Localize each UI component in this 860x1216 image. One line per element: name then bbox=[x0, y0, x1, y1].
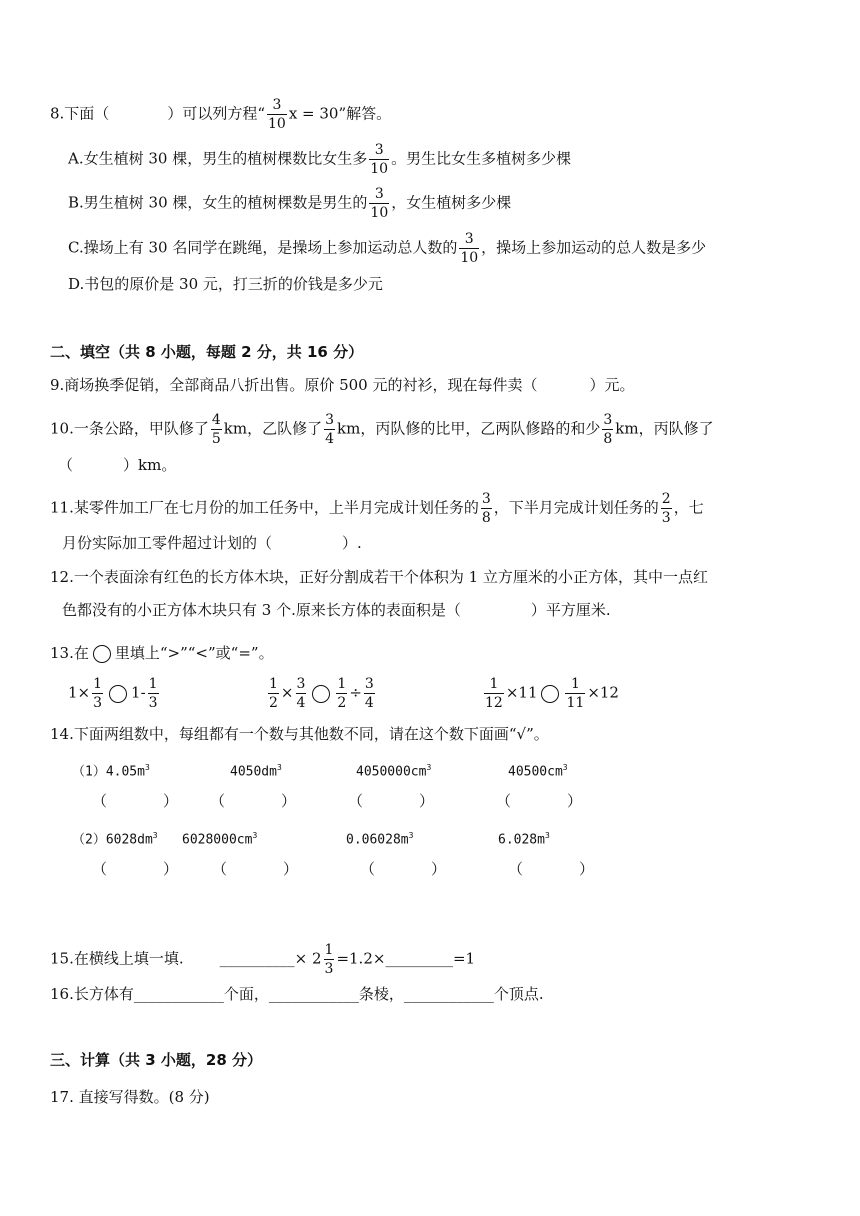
q17: 17. 直接写得数。(8 分) bbox=[50, 1088, 210, 1106]
section2-title: 二、填空（共 8 小题，每题 2 分，共 16 分） bbox=[50, 343, 364, 361]
q8-option-b: B.男生植树 30 棵，女生的植树棵数是男生的 $\frac{3}{10}$ ，女生植树多少棵 bbox=[68, 186, 512, 221]
q9: 9.商场换季促销，全部商品八折出售。原价 500 元的衬衫，现在每件卖（ ）元。 bbox=[50, 376, 635, 394]
q8-option-d: D.书包的原价是 30 元，打三折的价钱是多少元 bbox=[68, 275, 383, 293]
q14-g2-item-1: $(2)6028dm^3$ bbox=[72, 831, 158, 848]
q14-g1-answer-2[interactable]: （ ） bbox=[210, 792, 297, 810]
q13-expr-2: $\frac{1}{2}$ × $\frac{3}{4}$ $\frac{1}{2}$ ÷ $\frac{3}{4}$ bbox=[269, 676, 374, 711]
q14-g1-answer-1[interactable]: （ ） bbox=[92, 792, 179, 810]
q10-frac-3: $\frac{3}{8}$ bbox=[603, 412, 613, 447]
q8-fraction: $\frac{3}{10}$ bbox=[267, 97, 286, 132]
q16-blank-faces[interactable]: ____________ bbox=[133, 985, 224, 1003]
q8-a-fraction: $\frac{3}{10}$ bbox=[370, 142, 389, 177]
q10-frac-2: $\frac{3}{4}$ bbox=[325, 412, 335, 447]
q12-line2: 色都没有的小正方体木块只有 3 个.原来长方体的表面积是（ ）平方厘米. bbox=[62, 601, 611, 619]
q16: 16.长方体有____________个面，____________条棱，____________个顶点. bbox=[50, 985, 544, 1003]
q13-expr-1: 1× $\frac{1}{3}$ 1- $\frac{1}{3}$ bbox=[68, 676, 158, 711]
compare-circle-icon[interactable] bbox=[109, 685, 127, 703]
q14-g1-item-2: $4050dm^3$ bbox=[230, 763, 282, 780]
q16-blank-edges[interactable]: ____________ bbox=[268, 985, 359, 1003]
q11-line2: 月份实际加工零件超过计划的（ ）. bbox=[62, 534, 362, 552]
q11-frac-2: $\frac{2}{3}$ bbox=[661, 491, 671, 526]
q15-blank-2[interactable]: _________ bbox=[385, 949, 453, 968]
compare-circle-icon[interactable] bbox=[541, 685, 559, 703]
q14-g2-item-4: $6.028m^3$ bbox=[498, 831, 550, 848]
q14-g2-answer-1[interactable]: （ ） bbox=[92, 860, 179, 878]
q14-g1-item-1: $(1)4.05m^3$ bbox=[72, 763, 150, 780]
q8-stem bbox=[50, 98, 391, 131]
q16-blank-vertices[interactable]: ____________ bbox=[403, 985, 494, 1003]
q8-suffix: ”解答。 bbox=[338, 104, 392, 123]
q12-line1: 12.一个表面涂有红色的长方体木块，正好分割成若干个体积为 1 立方厘米的小正方体，其中一点红 bbox=[50, 568, 708, 586]
q14-g2-item-2: $6028000cm^3$ bbox=[182, 831, 258, 848]
blank-circle-icon bbox=[93, 645, 111, 663]
q14-g2-item-3: $0.06028m^3$ bbox=[346, 831, 414, 848]
q14-g1-answer-4[interactable]: （ ） bbox=[496, 792, 583, 810]
q8-equation-tail: x = 30 bbox=[288, 104, 339, 123]
compare-circle-icon[interactable] bbox=[312, 685, 330, 703]
q8-mid: ）可以列方程“ bbox=[167, 104, 265, 123]
q8-b-fraction: $\frac{3}{10}$ bbox=[370, 186, 389, 221]
q10-line2: （ ）km。 bbox=[58, 456, 177, 474]
q15: 15.在横线上填一填. __________× 2 $\frac{1}{3}$ =1.2×_________=1 bbox=[50, 942, 476, 977]
section3-title: 三、计算（共 3 小题，28 分） bbox=[50, 1051, 262, 1069]
q8-option-c: C.操场上有 30 名同学在跳绳，是操场上参加运动总人数的 $\frac{3}{10}$ ，操场上参加运动的总人数是多少 bbox=[68, 231, 707, 266]
q10-frac-1: $\frac{4}{5}$ bbox=[211, 412, 221, 447]
q14-g2-answer-2[interactable]: （ ） bbox=[212, 860, 299, 878]
q14-g1-item-3: $4050000cm^3$ bbox=[356, 763, 432, 780]
q14-stem: 14.下面两组数中，每组都有一个数与其他数不同，请在这个数下面画“√”。 bbox=[50, 725, 549, 743]
q8-prefix: 8.下面（ bbox=[50, 104, 110, 123]
q13-expr-3: $\frac{1}{12}$ ×11 $\frac{1}{11}$ ×12 bbox=[485, 676, 619, 711]
q14-g1-answer-3[interactable]: （ ） bbox=[348, 792, 435, 810]
q11-line1: 11.某零件加工厂在七月份的加工任务中，上半月完成计划任务的 $\frac{3}{8}$ ，下半月完成计划任务的 $\frac{2}{3}$ ，七 bbox=[50, 491, 704, 526]
q8-c-fraction: $\frac{3}{10}$ bbox=[460, 231, 479, 266]
q15-blank-1[interactable]: __________ bbox=[219, 949, 295, 968]
q14-g1-item-4: $40500cm^3$ bbox=[508, 763, 568, 780]
q8-option-a: A.女生植树 30 棵，男生的植树棵数比女生多 $\frac{3}{10}$ 。男生比女生多植树多少棵 bbox=[68, 142, 572, 177]
q11-frac-1: $\frac{3}{8}$ bbox=[481, 491, 491, 526]
q14-g2-answer-3[interactable]: （ ） bbox=[360, 860, 447, 878]
q14-g2-answer-4[interactable]: （ ） bbox=[508, 860, 595, 878]
q10-line1: 10.一条公路，甲队修了 $\frac{4}{5}$ km，乙队修了 $\frac{3}{4}$ km，丙队修的比甲，乙两队修路的和少 $\frac{3}{8}$ km，丙队修了 bbox=[50, 412, 714, 447]
q13-stem: 13.在 里填上“>”“<”或“=”。 bbox=[50, 644, 274, 662]
